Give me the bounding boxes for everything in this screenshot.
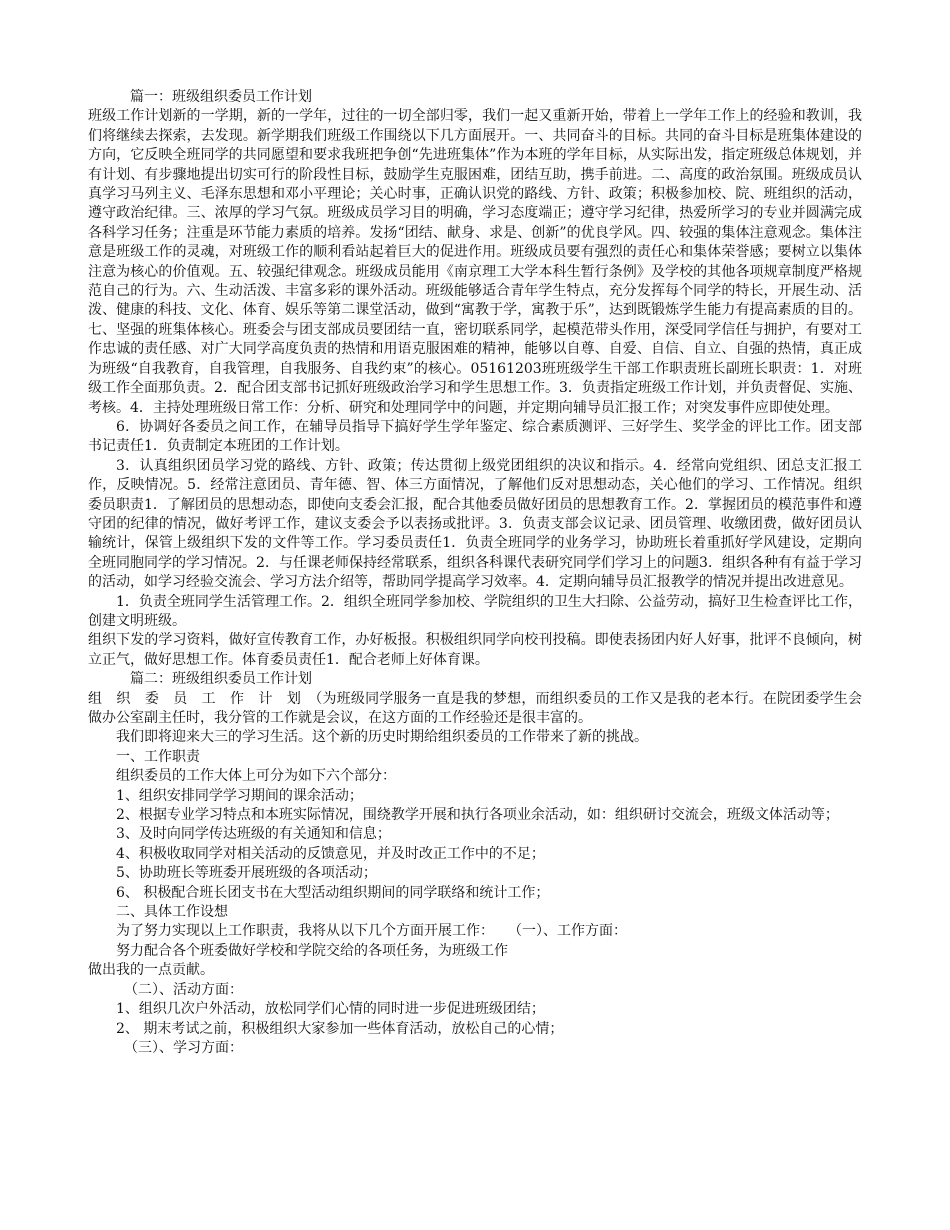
list-item: 5、协助班长等班委开展班级的各项活动； bbox=[116, 865, 377, 882]
paragraph: 3．认真组织团员学习党的路线、方针、政策；传达贯彻上级党团组织的决议和指示。4．经常向党组织、团总支汇报工作，反映情况。5．经常注意团员、青年德、智、体三方面情况，了解他们反对思想动态，关心他们的学习、工作情况。组织委员职责1．了解团员的思想动态，即使向支委会汇报，配合其他委员做好团员的思想教育工作。2．掌握团员的模范事件和遵守团的纪律的情况，做好考评工作，建议支委会予以表扬或批评。3．负责支部会议记录、团员管理、收缴团费，做好团员认输统计，保管上级组织下发的文件等工作。学习委员责任1．负责全班同学的业务学习，协助班长着重抓好学风建设，定期向全班同胞同学的学习情况。2．与任课老师保持经常联系，组织各科课代表研究同学们学习上的问题3．组织各种有有益于学习的活动，如学习经验交流会、学习方法介绍等，帮助同学提高学习效率。4．定期向辅导员汇报教学的情况并提出改进意见。 bbox=[88, 457, 862, 591]
paragraph: 1．负责全班同学生活管理工作。2．组织全班同学参加校、学院组织的卫生大扫除、公益劳动，搞好卫生检查评比工作，创建文明班级。 bbox=[88, 593, 862, 629]
heading-duties: 一、工作职责 bbox=[116, 748, 200, 765]
section-title-1: 篇一：班级组织委员工作计划 bbox=[130, 89, 312, 105]
paragraph: 组织委员的工作大体上可分为如下六个部分： bbox=[116, 768, 396, 785]
subheading-activities: （二）、活动方面： bbox=[124, 981, 243, 998]
list-item: 1、组织几次户外活动，放松同学们心情的同时进一步促进班级团结； bbox=[116, 1001, 545, 1018]
list-item: 4、积极收取同学对相关活动的反馈意见，并及时改正工作中的不足； bbox=[116, 845, 545, 862]
paragraph: 班级工作计划新的一学期，新的一学年，过往的一切全部归零，我们一起又重新开始，带着上一学年工作上的经验和教训，我们将继续去探索，去发现。新学期我们班级工作围绕以下几方面展开。一、共同奋斗的目标。共同的奋斗目标是班集体建设的方向，它反映全班同学的共同愿望和要求我班把争创“先进班集体”作为本班的学年目标，从实际出发，指定班级总体规划，并有计划、有步骤地提出切实可行的阶段性目标，鼓励学生克服困难，团结互助，携手前进。二、高度的政治氛围。班级成员认真学习马列主义、毛泽东思想和邓小平理论；关心时事，正确认识党的路线、方针、政策；积极参加校、院、班组织的活动，遵守政治纪律。三、浓厚的学习气氛。班级成员学习目的明确，学习态度端正；遵守学习纪律，热爱所学习的专业并圆满完成各科学习任务；注重是环节能力素质的培养。发扬“团结、献身、求是、创新”的优良学风。四、较强的集体注意观念。集体注意是班级工作的灵魂，对班级工作的顺利看站起着巨大的促进作用。班级成员要有强烈的责任心和集体荣誉感；要树立以集体注意为核心的价值观。五、较强纪律观念。班级成员能用《南京理工大学本科生暂行条例》及学校的其他各项规章制度严格规范自己的行为。六、生动活泼、丰富多彩的课外活动。班级能够适合青年学生特点，充分发挥每个同学的特长，开展生动、活泼、健康的科技、文化、体育、娱乐等第二课堂活动，做到“寓教于学，寓教于乐”，达到既锻炼学生能力有提高素质的目的。七、坚强的班集体核心。班委会与团支部成员要团结一直，密切联系同学，起模范带头作用，深受同学信任与拥护，有要对工作忠诚的责任感、对广大同学高度负责的热情和用语克服困难的精神，能够以自尊、自爱、自信、自立、自强的热情，真正成为班级“自我教育，自我管理，自我服务、自我约束”的核心。05161203班班级学生干部工作职责班长副班长职责：1．对班级工作全面那负责。2．配合团支部书记抓好班级政治学习和学生思想工作。3．负责指定班级工作计划，并负责督促、实施、考核。4．主持处理班级日常工作：分析、研究和处理同学中的问题，并定期向辅导员汇报工作；对突发事件应即使处理。 bbox=[88, 108, 862, 416]
list-item: 2、根据专业学习特点和本班实际情况，围绕教学开展和执行各项业余活动，如：组织研讨交流会，班级文体活动等； bbox=[116, 807, 839, 824]
paragraph: 6．协调好各委员之间工作，在辅导员指导下搞好学生学年鉴定、综合素质测评、三好学生、奖学金的评比工作。团支部书记责任1．负责制定本班团的工作计划。 bbox=[88, 418, 862, 455]
section-title-2: 篇二：班级组织委员工作计划 bbox=[130, 671, 312, 688]
paragraph: 我们即将迎来大三的学习生活。这个新的历史时期给组织委员的工作带来了新的挑战。 bbox=[116, 729, 648, 746]
list-item: 2、 期末考试之前，积极组织大家参加一些体育活动，放松自己的心情； bbox=[116, 1020, 564, 1037]
paragraph: 为了努力实现以上工作职责，我将从以下几个方面开展工作： （一）、工作方面： bbox=[116, 923, 627, 940]
list-item: 3、及时向同学传达班级的有关通知和信息； bbox=[116, 826, 391, 843]
paragraph: 做出我的一点贡献。 bbox=[88, 962, 214, 979]
subheading-study: （三）、学习方面： bbox=[124, 1039, 243, 1056]
paragraph: 努力配合各个班委做好学校和学院交给的各项任务，为班级工作 bbox=[116, 942, 508, 959]
paragraph: 组 织 委 员 工 作 计 划 （为班级同学服务一直是我的梦想，而组织委员的工作又是我的老本行。在院团委学生会做办公室副主任时，我分管的工作就是会议，在这方面的工作经验还是很丰富的。 bbox=[88, 690, 862, 726]
list-item: 6、 积极配合班长团支书在大型活动组织期间的同学联络和统计工作； bbox=[116, 884, 550, 901]
list-item: 1、组织安排同学学习期间的课余活动； bbox=[116, 787, 363, 804]
heading-plans: 二、具体工作设想 bbox=[116, 904, 228, 921]
paragraph: 组织下发的学习资料，做好宣传教育工作，办好板报。积极组织同学向校刊投稿。即使表扬团内好人好事，批评不良倾向，树立正气，做好思想工作。体育委员责任1．配合老师上好体育课。 bbox=[88, 632, 862, 668]
